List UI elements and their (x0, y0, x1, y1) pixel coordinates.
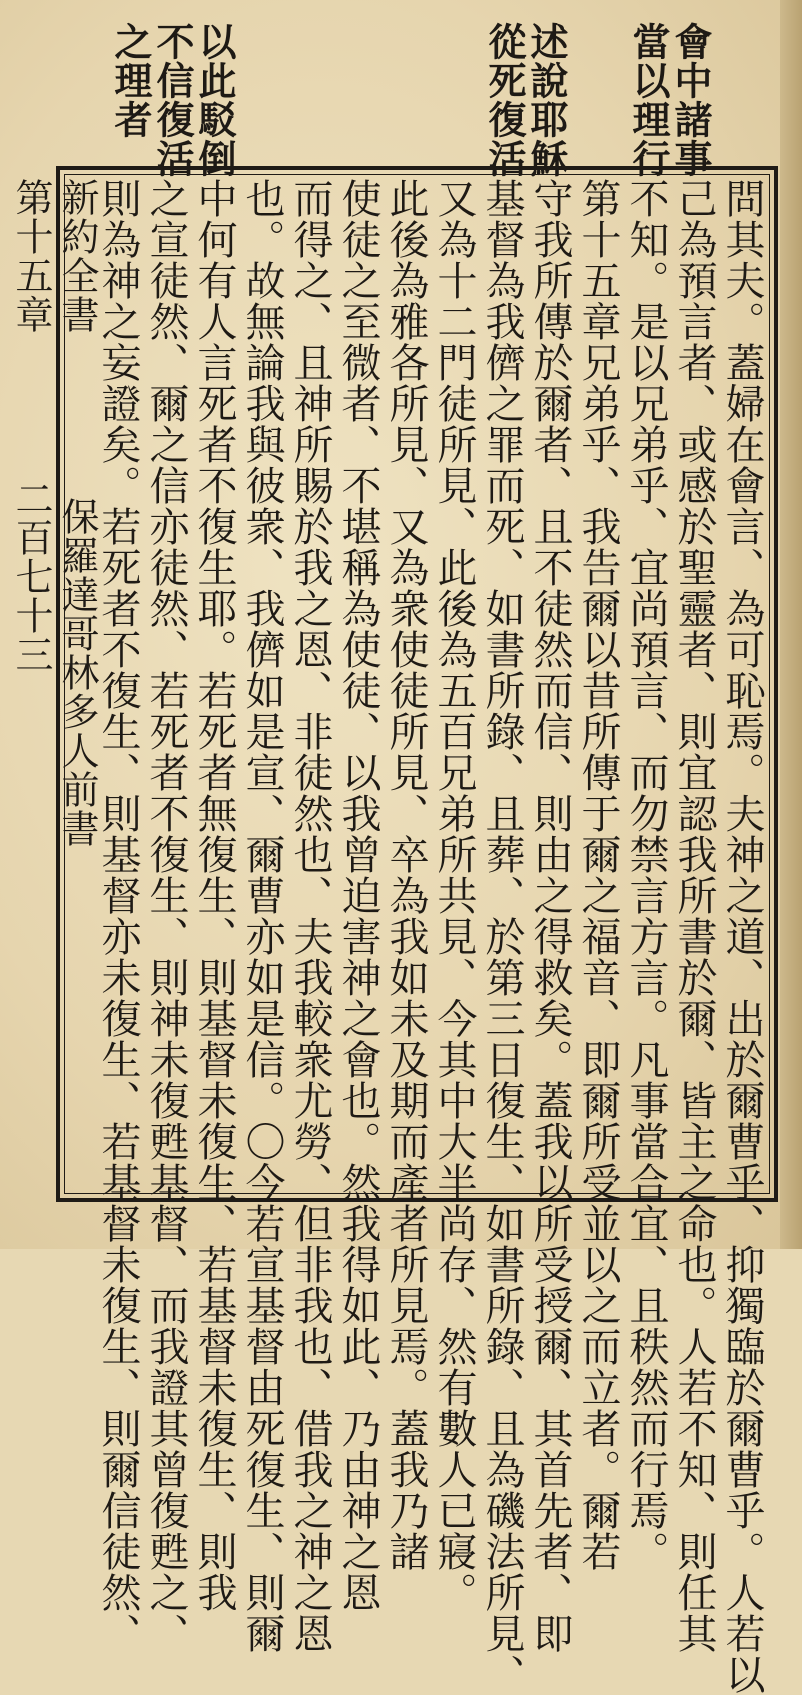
heading-col-4: 從死復活 (482, 22, 527, 178)
text-column-7: 又為十二門徒所見、此後為五百兄弟所共見、今其中大半尚存、然有數人已寢。 (431, 178, 477, 1613)
text-column-5: 守我所傳於爾者、且不徒然而信、則由之得救矣。蓋我以所受授爾、其首先者、即 (527, 178, 573, 1654)
text-column-6: 基督為我儕之罪而死、如書所錄、且葬、於第三日復生、如書所錄、且為磯法所見、 (479, 178, 525, 1695)
text-column-14: 則為神之妄證矣。若死者不復生、則基督亦未復生、若基督未復生、則爾信徒然、 (95, 178, 141, 1654)
text-column-2: 己為預言者、或感於聖靈者、則宜認我所書於爾、皆主之命也。人若不知、則任其 (671, 178, 717, 1654)
heading-col-3: 述說耶穌 (524, 22, 569, 178)
page-number: 二百七十三 (9, 479, 53, 674)
chapter-label: 第十五章 (9, 178, 53, 334)
heading-col-5: 以此駁倒 (192, 22, 237, 178)
text-column-3: 不知。是以兄弟乎、宜尚預言、而勿禁言方言。凡事當合宜、且秩然而行焉。 (623, 178, 669, 1572)
heading-col-2: 當以理行 (626, 22, 671, 178)
book-title: 新約全書 (55, 178, 99, 334)
text-column-12: 中何有人言死者不復生耶。若死者無復生、則基督未復生、若基督未復生、則我 (191, 178, 237, 1613)
heading-col-6: 不信復活 (150, 22, 195, 178)
heading-col-1: 會中諸事 (668, 22, 713, 178)
text-column-4: 第十五章兄弟乎、我告爾以昔所傳于爾之福音、即爾所受並以之而立者。爾若 (575, 178, 621, 1572)
book-name: 保羅達哥林多人前書 (55, 497, 99, 848)
page-edge (780, 0, 802, 1249)
text-column-1: 問其夫。蓋婦在會言、為可恥焉。夫神之道、出於爾曹乎、抑獨臨於爾曹乎。人若以 (719, 178, 765, 1695)
text-column-8: 此後為雅各所見、又為衆使徒所見、卒為我如未及期而產者所見焉。蓋我乃諸 (383, 178, 429, 1572)
text-column-13: 之宣徒然、爾之信亦徒然、若死者不復生、則神未復甦基督、而我證其曾復甦之、 (143, 178, 189, 1654)
page-margin-info (8, 178, 100, 1194)
text-column-11: 也。故無論我與彼衆、我儕如是宣、爾曹亦如是信。〇今若宣基督由死復生、則爾 (239, 178, 285, 1654)
text-column-10: 而得之、且神所賜於我之恩、非徒然也、夫我較衆尤勞、但非我也、借我之神之恩 (287, 178, 333, 1654)
text-column-9: 使徒之至微者、不堪稱為使徒、以我曾迫害神之會也。然我得如此、乃由神之恩 (335, 178, 381, 1613)
heading-col-7: 之理者 (108, 22, 153, 139)
